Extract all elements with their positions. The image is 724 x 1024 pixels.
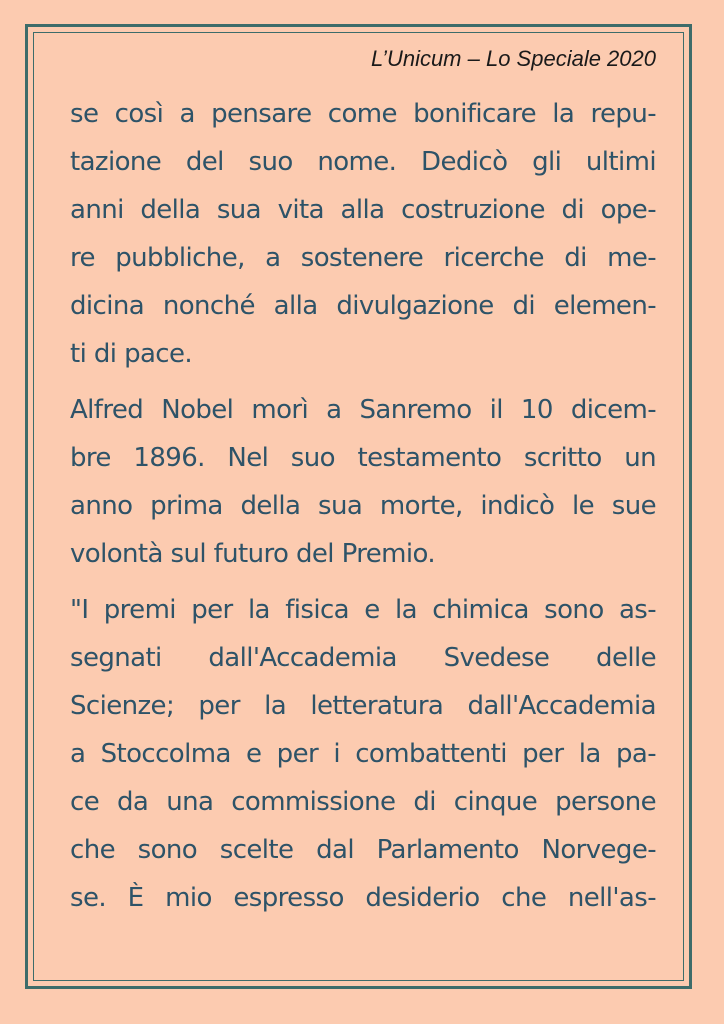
text-line: tazione del suo nome. Dedicò gli ultimi (70, 147, 656, 177)
text-line: ce da una commissione di cinque persone (70, 787, 656, 817)
text-line: anno prima della sua morte, indicò le sue (70, 491, 656, 521)
text-line: se. È mio espresso desiderio che nell'as- (70, 883, 656, 913)
running-header: L’Unicum – Lo Speciale 2020 (371, 46, 656, 71)
text-line: bre 1896. Nel suo testamento scritto un (70, 443, 656, 473)
text-line: re pubbliche, a sostenere ricerche di me- (70, 243, 656, 273)
text-line: che sono scelte dal Parlamento Norvege- (70, 835, 656, 865)
text-line: a Stoccolma e per i combattenti per la pa- (70, 739, 656, 769)
text-line: segnati dall'Accademia Svedese delle (70, 643, 656, 673)
text-line: volontà sul futuro del Premio. (70, 539, 435, 569)
text-line: se così a pensare come bonificare la repu- (70, 99, 656, 129)
text-line: anni della sua vita alla costruzione di ope- (70, 195, 656, 225)
text-line: ti di pace. (70, 339, 193, 369)
article-body (70, 90, 656, 922)
text-line: Alfred Nobel morì a Sanremo il 10 dicem- (70, 395, 656, 425)
text-line: dicina nonché alla divulgazione di elemen- (70, 291, 656, 321)
text-line: Scienze; per la letteratura dall'Accademia (70, 691, 656, 721)
text-line: "I premi per la fisica e la chimica sono as- (70, 595, 656, 625)
